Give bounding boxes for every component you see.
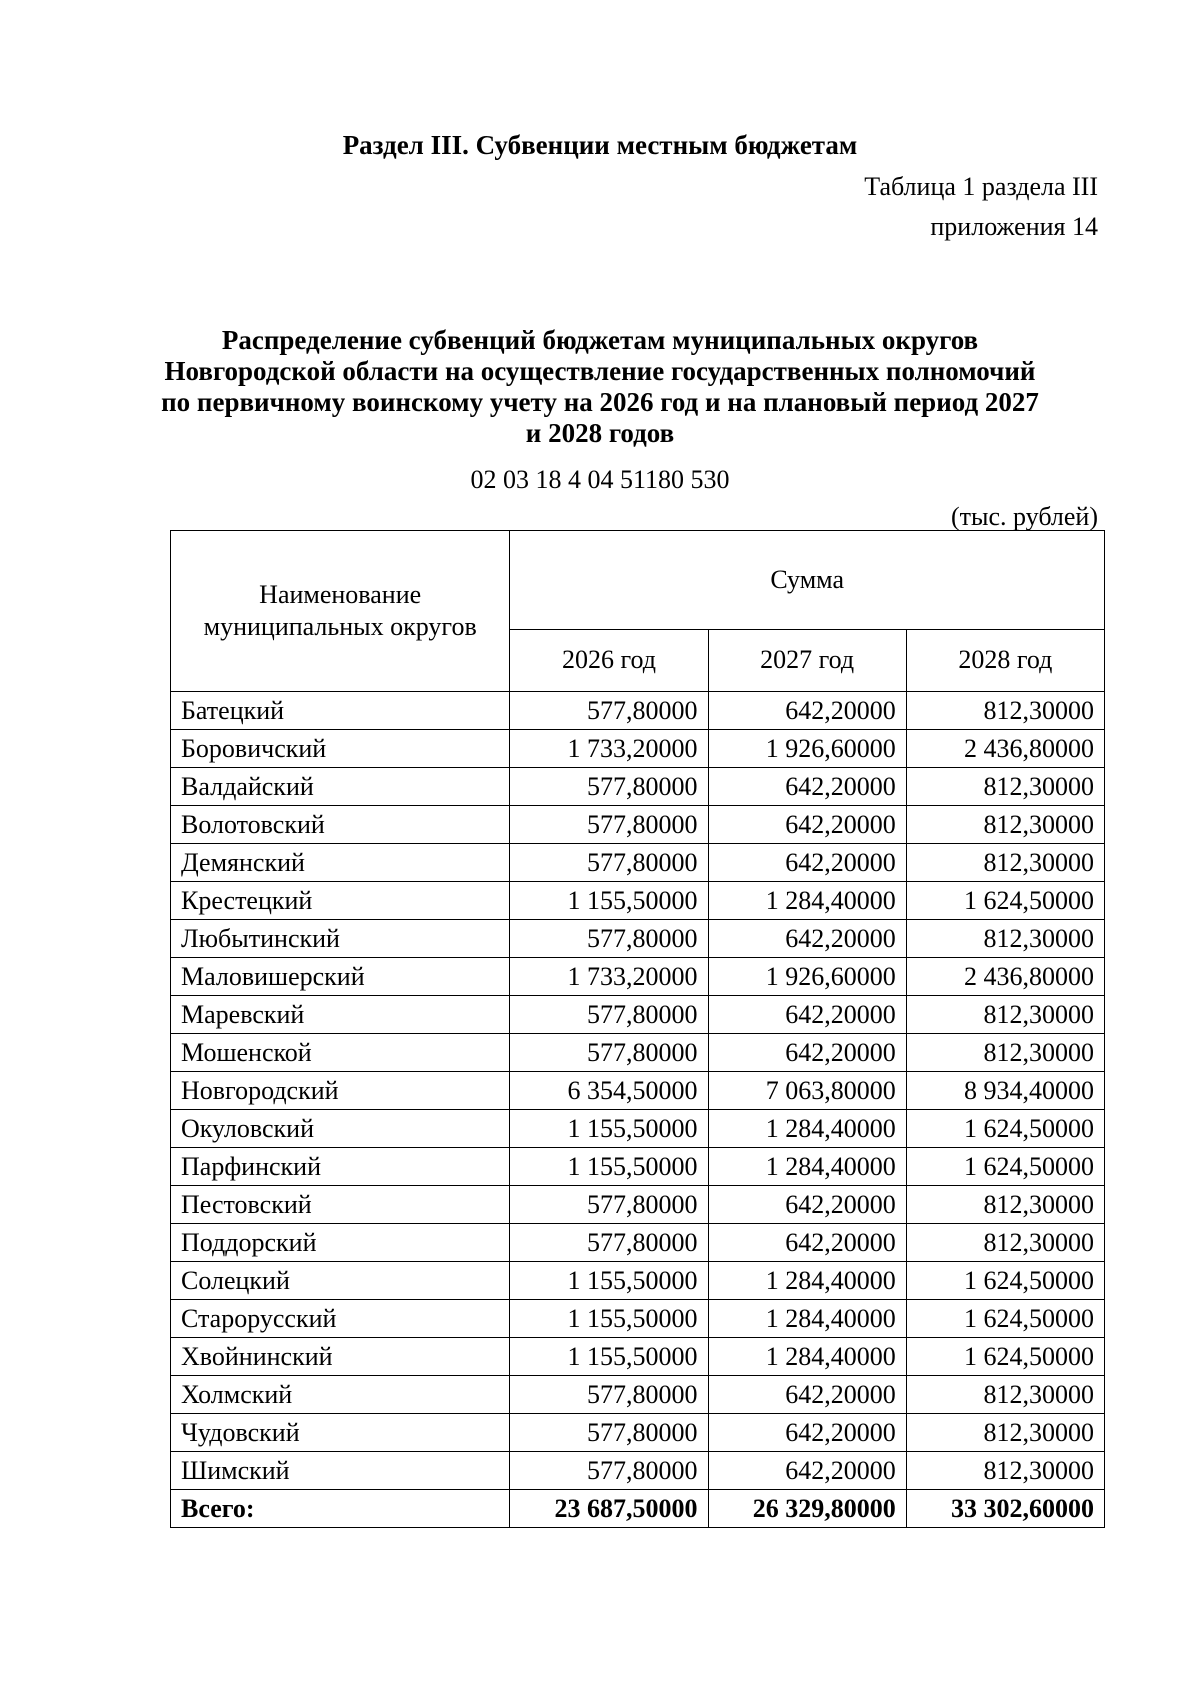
table-row — [171, 692, 1105, 730]
table-row — [171, 1148, 1105, 1186]
amount-2027: 642,20000 — [708, 806, 906, 844]
amount-2026: 577,80000 — [510, 1376, 708, 1414]
amount-2027: 1 284,40000 — [708, 1338, 906, 1376]
table-row — [171, 996, 1105, 1034]
amount-2026: 577,80000 — [510, 996, 708, 1034]
district-name: Валдайский — [171, 768, 510, 806]
total-label: Всего: — [171, 1490, 510, 1528]
amount-2027: 1 284,40000 — [708, 1300, 906, 1338]
table-row — [171, 1376, 1105, 1414]
amount-2027: 642,20000 — [708, 1414, 906, 1452]
district-name: Старорусский — [171, 1300, 510, 1338]
district-name: Солецкий — [171, 1262, 510, 1300]
amount-2028: 1 624,50000 — [906, 1148, 1104, 1186]
header-year-2028: 2028 год — [906, 629, 1104, 691]
amount-2027: 642,20000 — [708, 996, 906, 1034]
budget-code: 02 03 18 4 04 51180 530 — [470, 465, 730, 494]
appendix-reference: приложения 14 — [930, 212, 1098, 241]
amount-2026: 577,80000 — [510, 920, 708, 958]
amount-2027: 1 284,40000 — [708, 1148, 906, 1186]
table-row — [171, 1414, 1105, 1452]
amount-2027: 642,20000 — [708, 768, 906, 806]
table-row — [171, 844, 1105, 882]
amount-2027: 642,20000 — [708, 1034, 906, 1072]
total-amount-2027: 26 329,80000 — [708, 1490, 906, 1528]
amount-2026: 1 155,50000 — [510, 882, 708, 920]
table-row — [171, 1034, 1105, 1072]
amount-2026: 577,80000 — [510, 768, 708, 806]
district-name: Крестецкий — [171, 882, 510, 920]
amount-2027: 642,20000 — [708, 692, 906, 730]
table-row — [171, 1338, 1105, 1376]
amount-2026: 577,80000 — [510, 1414, 708, 1452]
amount-2026: 577,80000 — [510, 1186, 708, 1224]
amount-2028: 812,30000 — [906, 1034, 1104, 1072]
amount-2027: 1 284,40000 — [708, 1262, 906, 1300]
table-heading: Распределение субвенций бюджетам муниципальных округов Новгородской области на осуществление государственных полномочий по первичному воинскому учету на 2026 год и на плановый период 2027 и 2028 годов — [161, 325, 1039, 448]
amount-2027: 1 926,60000 — [708, 958, 906, 996]
section-title: Раздел III. Субвенции местным бюджетам — [342, 130, 858, 160]
amount-2028: 812,30000 — [906, 1414, 1104, 1452]
table-row — [171, 920, 1105, 958]
amount-2028: 1 624,50000 — [906, 882, 1104, 920]
amount-2028: 8 934,40000 — [906, 1072, 1104, 1110]
amount-2026: 577,80000 — [510, 1452, 708, 1490]
district-name: Боровичский — [171, 730, 510, 768]
amount-2026: 1 733,20000 — [510, 730, 708, 768]
table-header — [171, 531, 1105, 692]
amount-2028: 1 624,50000 — [906, 1110, 1104, 1148]
district-name: Холмский — [171, 1376, 510, 1414]
header-name: Наименование муниципальных округов — [171, 531, 510, 692]
amount-2028: 1 624,50000 — [906, 1338, 1104, 1376]
table-row — [171, 882, 1105, 920]
table-reference: Таблица 1 раздела III — [864, 172, 1098, 201]
amount-2028: 812,30000 — [906, 1452, 1104, 1490]
table-row — [171, 1110, 1105, 1148]
amount-2026: 577,80000 — [510, 692, 708, 730]
table-row — [171, 1262, 1105, 1300]
district-name: Маревский — [171, 996, 510, 1034]
table-body — [171, 692, 1105, 1528]
total-amount-2026: 23 687,50000 — [510, 1490, 708, 1528]
district-name: Мошенской — [171, 1034, 510, 1072]
amount-2027: 7 063,80000 — [708, 1072, 906, 1110]
units-label: (тыс. рублей) — [950, 502, 1098, 531]
district-name: Окуловский — [171, 1110, 510, 1148]
amount-2027: 1 284,40000 — [708, 1110, 906, 1148]
district-name: Чудовский — [171, 1414, 510, 1452]
amount-2027: 642,20000 — [708, 1452, 906, 1490]
total-row — [171, 1490, 1105, 1528]
amount-2027: 642,20000 — [708, 920, 906, 958]
amount-2026: 1 155,50000 — [510, 1148, 708, 1186]
amount-2027: 642,20000 — [708, 1376, 906, 1414]
amount-2028: 812,30000 — [906, 1376, 1104, 1414]
amount-2026: 1 155,50000 — [510, 1300, 708, 1338]
amount-2028: 2 436,80000 — [906, 730, 1104, 768]
table-row — [171, 1452, 1105, 1490]
amount-2028: 1 624,50000 — [906, 1300, 1104, 1338]
total-amount-2028: 33 302,60000 — [906, 1490, 1104, 1528]
table-row — [171, 1300, 1105, 1338]
district-name: Волотовский — [171, 806, 510, 844]
district-name: Парфинский — [171, 1148, 510, 1186]
header-year-2026: 2026 год — [510, 629, 708, 691]
district-name: Любытинский — [171, 920, 510, 958]
amount-2026: 6 354,50000 — [510, 1072, 708, 1110]
district-name: Новгородский — [171, 1072, 510, 1110]
district-name: Демянский — [171, 844, 510, 882]
table-row — [171, 1072, 1105, 1110]
subvention-table — [170, 530, 1105, 1528]
amount-2026: 577,80000 — [510, 1224, 708, 1262]
district-name: Поддорский — [171, 1224, 510, 1262]
table-row — [171, 1224, 1105, 1262]
amount-2026: 577,80000 — [510, 806, 708, 844]
amount-2028: 812,30000 — [906, 844, 1104, 882]
table-row — [171, 958, 1105, 996]
amount-2028: 812,30000 — [906, 920, 1104, 958]
header-year-2027: 2027 год — [708, 629, 906, 691]
amount-2026: 1 155,50000 — [510, 1338, 708, 1376]
amount-2027: 642,20000 — [708, 844, 906, 882]
table-row — [171, 768, 1105, 806]
amount-2028: 812,30000 — [906, 1186, 1104, 1224]
amount-2028: 812,30000 — [906, 768, 1104, 806]
amount-2028: 812,30000 — [906, 1224, 1104, 1262]
table-row — [171, 730, 1105, 768]
amount-2028: 2 436,80000 — [906, 958, 1104, 996]
table-row — [171, 806, 1105, 844]
district-name: Хвойнинский — [171, 1338, 510, 1376]
amount-2027: 642,20000 — [708, 1224, 906, 1262]
district-name: Батецкий — [171, 692, 510, 730]
district-name: Шимский — [171, 1452, 510, 1490]
amount-2027: 1 284,40000 — [708, 882, 906, 920]
amount-2028: 812,30000 — [906, 806, 1104, 844]
amount-2026: 577,80000 — [510, 1034, 708, 1072]
amount-2026: 1 733,20000 — [510, 958, 708, 996]
district-name: Пестовский — [171, 1186, 510, 1224]
district-name: Маловишерский — [171, 958, 510, 996]
amount-2028: 812,30000 — [906, 996, 1104, 1034]
amount-2026: 1 155,50000 — [510, 1262, 708, 1300]
amount-2028: 1 624,50000 — [906, 1262, 1104, 1300]
amount-2027: 1 926,60000 — [708, 730, 906, 768]
amount-2028: 812,30000 — [906, 692, 1104, 730]
header-sum: Сумма — [510, 531, 1105, 630]
table-row — [171, 1186, 1105, 1224]
amount-2026: 577,80000 — [510, 844, 708, 882]
amount-2026: 1 155,50000 — [510, 1110, 708, 1148]
amount-2027: 642,20000 — [708, 1186, 906, 1224]
